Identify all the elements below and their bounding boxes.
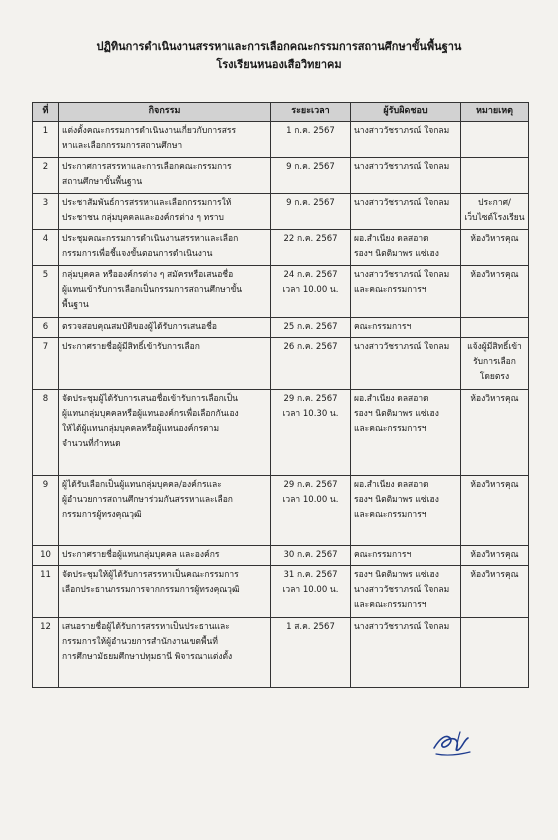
cell-no: 3	[33, 194, 59, 230]
cell-activity-line: ตรวจสอบคุณสมบัติของผู้ได้รับการเสนอชื่อ	[62, 322, 217, 332]
cell-period-line: 25 ก.ค. 2567	[283, 322, 338, 332]
table-row	[33, 546, 529, 566]
cell-period	[271, 266, 351, 318]
cell-activity-line: กรรมการเพื่อชี้แจงขั้นตอนการดำเนินงาน	[62, 249, 213, 259]
table-row	[33, 194, 529, 230]
cell-activity-line: แต่งตั้งคณะกรรมการดำเนินงานเกี่ยวกับการสรร	[62, 126, 237, 136]
cell-period-line: 1 ก.ค. 2567	[286, 126, 335, 136]
cell-period-line: 29 ก.ค. 2567	[283, 480, 338, 490]
cell-no: 8	[33, 390, 59, 476]
cell-activity-line: ประกาศรายชื่อผู้แทนกลุ่มบุคคล และองค์กร	[62, 550, 220, 560]
cell-note	[461, 338, 529, 390]
cell-period-line: 31 ก.ค. 2567	[283, 570, 338, 580]
cell-period-line: 26 ก.ค. 2567	[283, 342, 338, 352]
cell-owner-line: และคณะกรรมการฯ	[354, 600, 427, 610]
cell-activity	[59, 338, 271, 390]
cell-owner-line: ผอ.สำเนียง ดลสอาด	[354, 394, 429, 404]
cell-note-line: ห้องวิหารคุณ	[470, 480, 519, 490]
cell-period	[271, 618, 351, 688]
cell-note	[461, 122, 529, 158]
cell-activity-line: ผู้แทนกลุ่มบุคคลหรือผู้แทนองค์กรเพื่อเลือกกันเอง	[62, 409, 239, 419]
cell-note-line: ประกาศ/	[478, 198, 511, 208]
table-body	[33, 122, 529, 688]
cell-owner-line: และคณะกรรมการฯ	[354, 510, 427, 520]
cell-note-line: แจ้งผู้มีสิทธิ์เข้า	[467, 342, 522, 352]
table-header-row	[33, 103, 529, 122]
cell-period-line: 30 ก.ค. 2567	[283, 550, 338, 560]
cell-no: 4	[33, 230, 59, 266]
cell-note	[461, 230, 529, 266]
cell-period	[271, 390, 351, 476]
cell-period-line: 22 ก.ค. 2567	[283, 234, 338, 244]
cell-owner-line: นางสาววัชราภรณ์ ใจกลม	[354, 126, 450, 136]
header-period: ระยะเวลา	[271, 103, 351, 122]
cell-no: 6	[33, 318, 59, 338]
cell-activity-line: ผู้อำนวยการสถานศึกษาร่วมกันสรรหาและเลือก	[62, 495, 233, 505]
cell-owner-line: รองฯ นิตติมาพร แซ่เฮง	[354, 409, 439, 419]
cell-activity	[59, 566, 271, 618]
cell-owner	[351, 546, 461, 566]
table-row	[33, 318, 529, 338]
cell-owner-line: นางสาววัชราภรณ์ ใจกลม	[354, 342, 450, 352]
table-row	[33, 476, 529, 546]
cell-activity-line: ประชาสัมพันธ์การสรรหาและเลือกกรรมการให้	[62, 198, 232, 208]
table-row	[33, 618, 529, 688]
cell-activity	[59, 158, 271, 194]
cell-owner-line: และคณะกรรมการฯ	[354, 285, 427, 295]
cell-no: 11	[33, 566, 59, 618]
cell-owner-line: ผอ.สำเนียง ดลสอาด	[354, 234, 429, 244]
cell-note-line: ห้องวิหารคุณ	[470, 270, 519, 280]
cell-period	[271, 566, 351, 618]
table-row	[33, 122, 529, 158]
cell-period	[271, 546, 351, 566]
cell-no: 2	[33, 158, 59, 194]
cell-owner-line: นางสาววัชราภรณ์ ใจกลม	[354, 270, 450, 280]
cell-activity	[59, 230, 271, 266]
cell-no: 10	[33, 546, 59, 566]
header-no: ที่	[33, 103, 59, 122]
table-row	[33, 566, 529, 618]
cell-owner	[351, 338, 461, 390]
cell-period-line: 1 ส.ค. 2567	[286, 622, 335, 632]
cell-activity-line: ผู้แทนเข้ารับการเลือกเป็นกรรมการสถานศึกษาขั้น	[62, 285, 243, 295]
cell-note-line: ห้องวิหารคุณ	[470, 570, 519, 580]
cell-note	[461, 194, 529, 230]
cell-activity-line: ประกาศการสรรหาและการเลือกคณะกรรมการ	[62, 162, 232, 172]
cell-period	[271, 158, 351, 194]
cell-owner	[351, 158, 461, 194]
cell-owner	[351, 318, 461, 338]
cell-owner	[351, 390, 461, 476]
cell-owner	[351, 266, 461, 318]
cell-note	[461, 476, 529, 546]
cell-period-line: เวลา 10.00 น.	[282, 285, 339, 295]
cell-owner	[351, 566, 461, 618]
cell-note	[461, 266, 529, 318]
cell-activity	[59, 618, 271, 688]
cell-note-line: ห้องวิหารคุณ	[470, 550, 519, 560]
cell-activity-line: ประชาชน กลุ่มบุคคลและองค์กรต่าง ๆ ทราบ	[62, 213, 224, 223]
cell-owner-line: คณะกรรมการฯ	[354, 322, 412, 332]
cell-owner	[351, 476, 461, 546]
cell-no: 9	[33, 476, 59, 546]
cell-period	[271, 122, 351, 158]
cell-activity-line: จัดประชุมผู้ได้รับการเสนอชื่อเข้ารับการเลือกเป็น	[62, 394, 238, 404]
table-row	[33, 158, 529, 194]
table-row	[33, 266, 529, 318]
cell-activity	[59, 390, 271, 476]
header-note: หมายเหตุ	[461, 103, 529, 122]
cell-period-line: เวลา 10.00 น.	[282, 495, 339, 505]
cell-period-line: 9 ก.ค. 2567	[286, 198, 335, 208]
schedule-table	[32, 102, 529, 688]
cell-no: 1	[33, 122, 59, 158]
cell-activity-line: พื้นฐาน	[62, 300, 89, 310]
cell-period	[271, 476, 351, 546]
cell-activity-line: ประกาศรายชื่อผู้มีสิทธิ์เข้ารับการเลือก	[62, 342, 200, 352]
cell-owner-line: รองฯ นิตติมาพร แซ่เฮง	[354, 570, 439, 580]
cell-activity	[59, 318, 271, 338]
cell-activity-line: หาและเลือกกรรมการสถานศึกษา	[62, 141, 183, 151]
cell-owner	[351, 618, 461, 688]
cell-activity-line: กลุ่มบุคคล หรือองค์กรต่าง ๆ สมัครหรือเสนอชื่อ	[62, 270, 234, 280]
cell-activity-line: ผู้ได้รับเลือกเป็นผู้แทนกลุ่มบุคคล/องค์กรและ	[62, 480, 222, 490]
cell-owner-line: รองฯ นิตติมาพร แซ่เฮง	[354, 495, 439, 505]
cell-activity-line: จัดประชุมให้ผู้ได้รับการสรรหาเป็นคณะกรรมการ	[62, 570, 239, 580]
cell-activity	[59, 546, 271, 566]
cell-period-line: เวลา 10.30 น.	[282, 409, 339, 419]
header-owner: ผู้รับผิดชอบ	[351, 103, 461, 122]
cell-owner-line: รองฯ นิตติมาพร แซ่เฮง	[354, 249, 439, 259]
cell-owner-line: นางสาววัชราภรณ์ ใจกลม	[354, 198, 450, 208]
table-row	[33, 230, 529, 266]
cell-no: 5	[33, 266, 59, 318]
cell-period-line: 29 ก.ค. 2567	[283, 394, 338, 404]
cell-note-line: ห้องวิหารคุณ	[470, 394, 519, 404]
cell-activity-line: กรรมการให้ผู้อำนวยการสำนักงานเขตพื้นที่	[62, 637, 218, 647]
cell-note	[461, 618, 529, 688]
cell-owner-line: ผอ.สำเนียง ดลสอาด	[354, 480, 429, 490]
cell-period	[271, 230, 351, 266]
cell-note-line: โดยตรง	[479, 372, 510, 382]
cell-activity	[59, 122, 271, 158]
cell-no: 7	[33, 338, 59, 390]
cell-owner-line: นางสาววัชราภรณ์ ใจกลม	[354, 585, 450, 595]
cell-activity-line: ให้ได้ผู้แทนกลุ่มบุคคลหรือผู้แทนองค์กรตาม	[62, 424, 220, 434]
cell-note	[461, 158, 529, 194]
header-activity: กิจกรรม	[59, 103, 271, 122]
school-name: โรงเรียนหนองเสือวิทยาคม	[216, 58, 342, 71]
cell-activity-line: การศึกษามัธยมศึกษาปทุมธานี พิจารณาแต่งตั้ง	[62, 652, 233, 662]
cell-note	[461, 566, 529, 618]
cell-activity-line: สถานศึกษาขั้นพื้นฐาน	[62, 177, 143, 187]
cell-activity-line: กรรมการผู้ทรงคุณวุฒิ	[62, 510, 142, 520]
table-row	[33, 338, 529, 390]
cell-activity	[59, 476, 271, 546]
cell-note-line: รับการเลือก	[473, 357, 516, 367]
cell-owner	[351, 122, 461, 158]
cell-activity-line: ประชุมคณะกรรมการดำเนินงานสรรหาและเลือก	[62, 234, 239, 244]
cell-period-line: เวลา 10.00 น.	[282, 585, 339, 595]
cell-note	[461, 318, 529, 338]
cell-period-line: 9 ก.ค. 2567	[286, 162, 335, 172]
cell-activity-line: จำนวนที่กำหนด	[62, 439, 121, 449]
cell-note-line: เว็บไซต์โรงเรียน	[464, 213, 525, 223]
cell-owner-line: และคณะกรรมการฯ	[354, 424, 427, 434]
document-title: ปฏิทินการดำเนินงานสรรหาและการเลือกคณะกรรมการสถานศึกษาขั้นพื้นฐาน	[96, 40, 462, 53]
cell-no: 12	[33, 618, 59, 688]
cell-note	[461, 546, 529, 566]
cell-period	[271, 338, 351, 390]
table-row	[33, 390, 529, 476]
cell-activity	[59, 266, 271, 318]
cell-activity-line: เลือกประธานกรรมการจากกรรมการผู้ทรงคุณวุฒิ	[62, 585, 240, 595]
cell-owner	[351, 194, 461, 230]
cell-period-line: 24 ก.ค. 2567	[283, 270, 338, 280]
cell-owner	[351, 230, 461, 266]
cell-note-line: ห้องวิหารคุณ	[470, 234, 519, 244]
cell-activity-line: เสนอรายชื่อผู้ได้รับการสรรหาเป็นประธานและ	[62, 622, 230, 632]
cell-owner-line: นางสาววัชราภรณ์ ใจกลม	[354, 162, 450, 172]
cell-note	[461, 390, 529, 476]
cell-period	[271, 318, 351, 338]
cell-activity	[59, 194, 271, 230]
signature	[430, 726, 474, 762]
cell-owner-line: คณะกรรมการฯ	[354, 550, 412, 560]
cell-period	[271, 194, 351, 230]
cell-owner-line: นางสาววัชราภรณ์ ใจกลม	[354, 622, 450, 632]
